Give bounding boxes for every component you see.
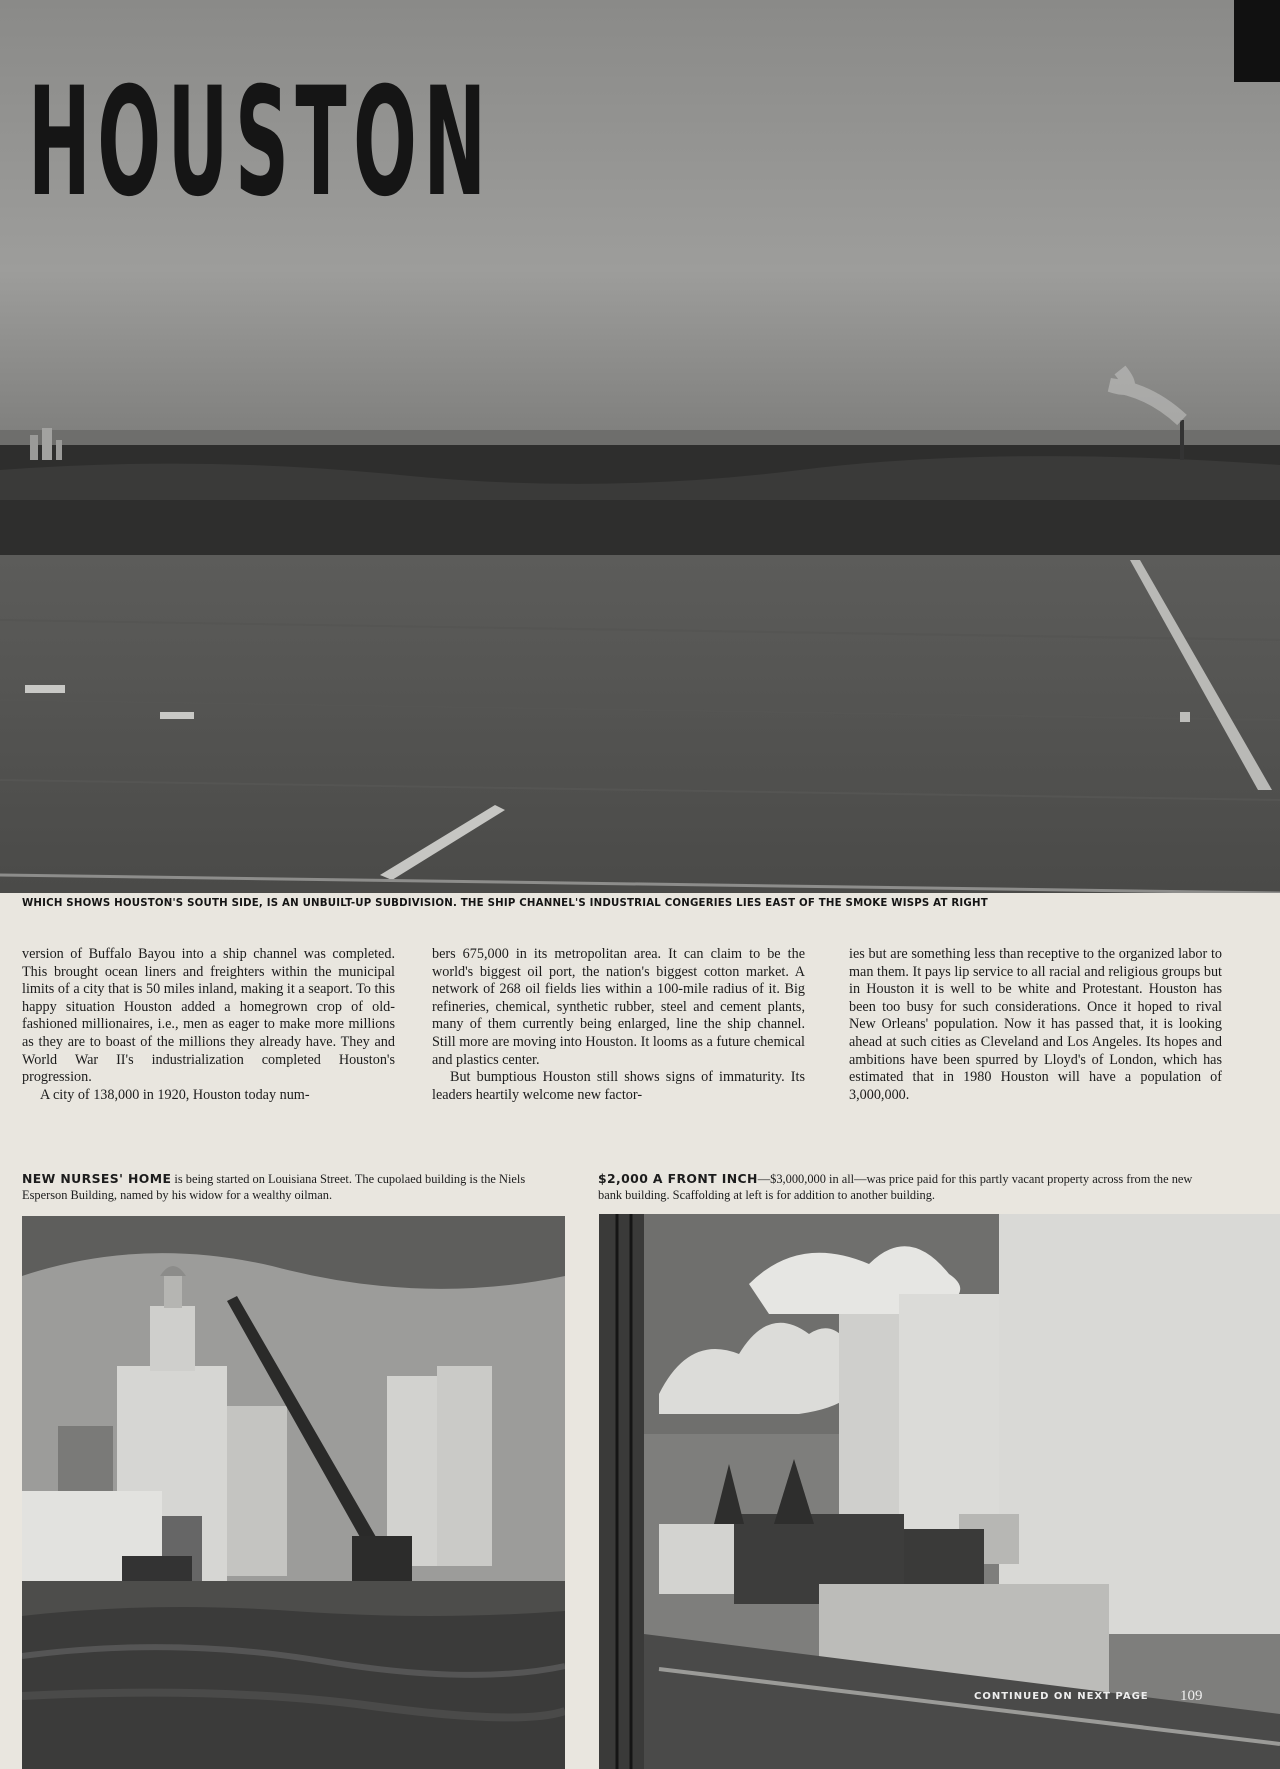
hero-photo-caption: WHICH SHOWS HOUSTON'S SOUTH SIDE, IS AN UNBUILT-UP SUBDIVISION. THE SHIP CHANNEL'S INDUSTRIAL CONGERIES LIES EAST OF THE SMOKE WISPS AT RIGHT: [22, 898, 988, 909]
body-column-1: [22, 946, 395, 1104]
body-paragraph: ies but are something less than receptive to the organized labor to man them. It pays lip service to all racial and religious groups but in Houston it is well to be white and Protestant. Houston has been too busy for such considerations. Once it hoped to rival New Orleans' population. Now it has passed that, it is looking ahead at such cities as Cleveland and Los Angeles. Its hopes and ambitions have been spurred by Lloyd's of London, which has estimated that in 1980 Houston will have a population of 3,000,000.: [849, 946, 1222, 1103]
caption-text: is being started on Louisiana Street. The cupolaed building is the Niels Esperson Building, named by his widow for a wealthy oilman.: [22, 1172, 526, 1202]
page-number: 109: [1180, 1688, 1203, 1704]
nurses-home-caption: [22, 1171, 567, 1203]
continued-label: CONTINUED ON NEXT PAGE: [974, 1691, 1149, 1702]
body-paragraph: bers 675,000 in its metropolitan area. It can claim to be the world's biggest oil port, the nation's biggest cotton market. A network of 268 oil fields lies within a 100-mile radius of it. Big refineries, chemical, synthetic rubber, steel and cement plants, many of them currently being enlarged, line the ship channel. Still more are moving into Houston. It looms as a future chemical and plastics center.: [432, 946, 805, 1068]
caption-lead: $2,000 A FRONT INCH: [598, 1171, 758, 1186]
page-title: HOUSTON: [28, 56, 493, 230]
caption-text: —$3,000,000 in all—was price paid for this partly vacant property across from the new bank building. Scaffolding at left is for addition to another building.: [598, 1172, 1193, 1202]
body-column-2: [432, 946, 805, 1104]
page-edge-mark: [1234, 0, 1280, 82]
body-paragraph: version of Buffalo Bayou into a ship channel was completed. This brought ocean liners and freighters within the municipal limits of a city that is 50 miles inland, making it a seaport. To this happy situation Houston added a homegrown crop of old-fashioned millionaires, i.e., men as eager to make more millions as they are to boast of the millions they already have. They and World War II's industrialization completed Houston's progression.: [22, 946, 395, 1086]
body-paragraph: A city of 138,000 in 1920, Houston today num-: [40, 1086, 310, 1103]
body-column-3: [849, 946, 1222, 1104]
nurses-home-construction-photo: [22, 1216, 565, 1769]
caption-lead: NEW NURSES' HOME: [22, 1171, 172, 1186]
front-inch-property-photo: [599, 1214, 1280, 1769]
front-inch-caption: [598, 1171, 1210, 1203]
body-paragraph: But bumptious Houston still shows signs of immaturity. Its leaders heartily welcome new factor-: [432, 1069, 805, 1103]
